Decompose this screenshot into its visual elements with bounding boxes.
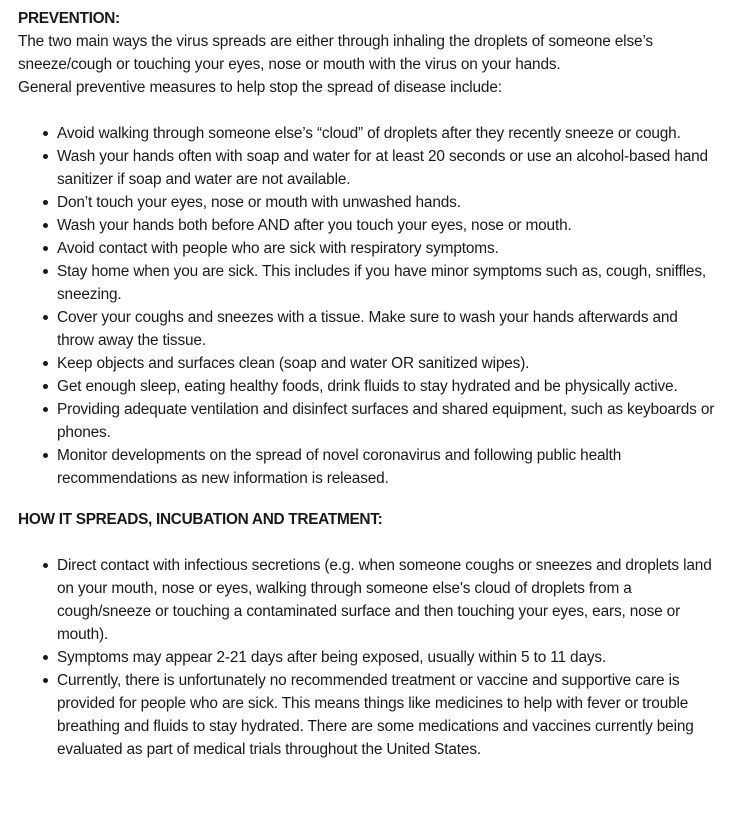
list-item-text: Monitor developments on the spread of novel coronavirus and following public health recommendations as new information is released. — [57, 447, 622, 487]
list-item-text: Avoid walking through someone else’s “cloud” of droplets after they recently sneeze or cough. — [57, 125, 681, 142]
list-item-text: Cover your coughs and sneezes with a tissue. Make sure to wash your hands afterwards and throw away the tissue. — [57, 309, 678, 349]
list-item-text: Symptoms may appear 2-21 days after being exposed, usually within 5 to 11 days. — [57, 649, 607, 666]
list-item-text: Get enough sleep, eating healthy foods, drink fluids to stay hydrated and be physically active. — [57, 378, 678, 395]
list-item-text: Direct contact with infectious secretions (e.g. when someone coughs or sneezes and droplets land on your mouth, nose or eyes, walking through someone else's cloud of droplets from a cough/sneeze or touching a contaminated surface and then touching your eyes, ears, nose or mouth). — [57, 557, 712, 643]
list-item — [18, 398, 718, 444]
spacer — [18, 490, 718, 508]
bullet-icon — [43, 269, 48, 274]
list-item — [18, 260, 718, 306]
list-item — [18, 306, 718, 352]
spacer — [18, 99, 718, 122]
bullet-icon — [43, 361, 48, 366]
prevention-intro-lead: General preventive measures to help stop the spread of disease include: — [18, 79, 502, 96]
list-item — [18, 375, 718, 398]
spread-heading: HOW IT SPREADS, INCUBATION AND TREATMENT: — [18, 511, 383, 528]
prevention-heading: PREVENTION: — [18, 10, 120, 27]
list-item — [18, 669, 718, 761]
list-item-text: Wash your hands often with soap and water for at least 20 seconds or use an alcohol-based hand sanitizer if soap and water are not available. — [57, 148, 708, 188]
bullet-icon — [43, 655, 48, 660]
list-item — [18, 444, 718, 490]
list-item — [18, 352, 718, 375]
list-item-text: Keep objects and surfaces clean (soap and water OR sanitized wipes). — [57, 355, 530, 372]
bullet-icon — [43, 223, 48, 228]
list-item-text: Stay home when you are sick. This includes if you have minor symptoms such as, cough, sniffles, sneezing. — [57, 263, 706, 303]
list-item — [18, 554, 718, 646]
bullet-icon — [43, 407, 48, 412]
list-item-text: Wash your hands both before AND after you touch your eyes, nose or mouth. — [57, 217, 572, 234]
bullet-icon — [43, 315, 48, 320]
bullet-icon — [43, 200, 48, 205]
list-item — [18, 646, 718, 669]
list-item-text: Avoid contact with people who are sick with respiratory symptoms. — [57, 240, 499, 257]
bullet-icon — [43, 246, 48, 251]
list-item — [18, 122, 718, 145]
bullet-icon — [43, 131, 48, 136]
bullet-icon — [43, 453, 48, 458]
list-item-text: Currently, there is unfortunately no recommended treatment or vaccine and supportive care is provided for people who are sick. This means things like medicines to help with fever or trouble breathing and fluids to stay hydrated. There are some medications and vaccines currently being evaluated as part of medical trials throughout the United States. — [57, 672, 694, 758]
bullet-icon — [43, 678, 48, 683]
list-item-text: Providing adequate ventilation and disinfect surfaces and shared equipment, such as keyboards or phones. — [57, 401, 715, 441]
spacer — [18, 531, 718, 554]
bullet-icon — [43, 384, 48, 389]
list-item — [18, 237, 718, 260]
list-item-text: Don’t touch your eyes, nose or mouth with unwashed hands. — [57, 194, 461, 211]
list-item — [18, 191, 718, 214]
spread-section — [18, 508, 718, 761]
prevention-list — [18, 122, 718, 490]
bullet-icon — [43, 154, 48, 159]
spread-list — [18, 554, 718, 761]
list-item — [18, 214, 718, 237]
prevention-section — [18, 7, 718, 490]
prevention-intro-paragraph: The two main ways the virus spreads are either through inhaling the droplets of someone else’s sneeze/cough or touching your eyes, nose or mouth with the virus on your hands. — [18, 33, 653, 73]
bullet-icon — [43, 563, 48, 568]
list-item — [18, 145, 718, 191]
